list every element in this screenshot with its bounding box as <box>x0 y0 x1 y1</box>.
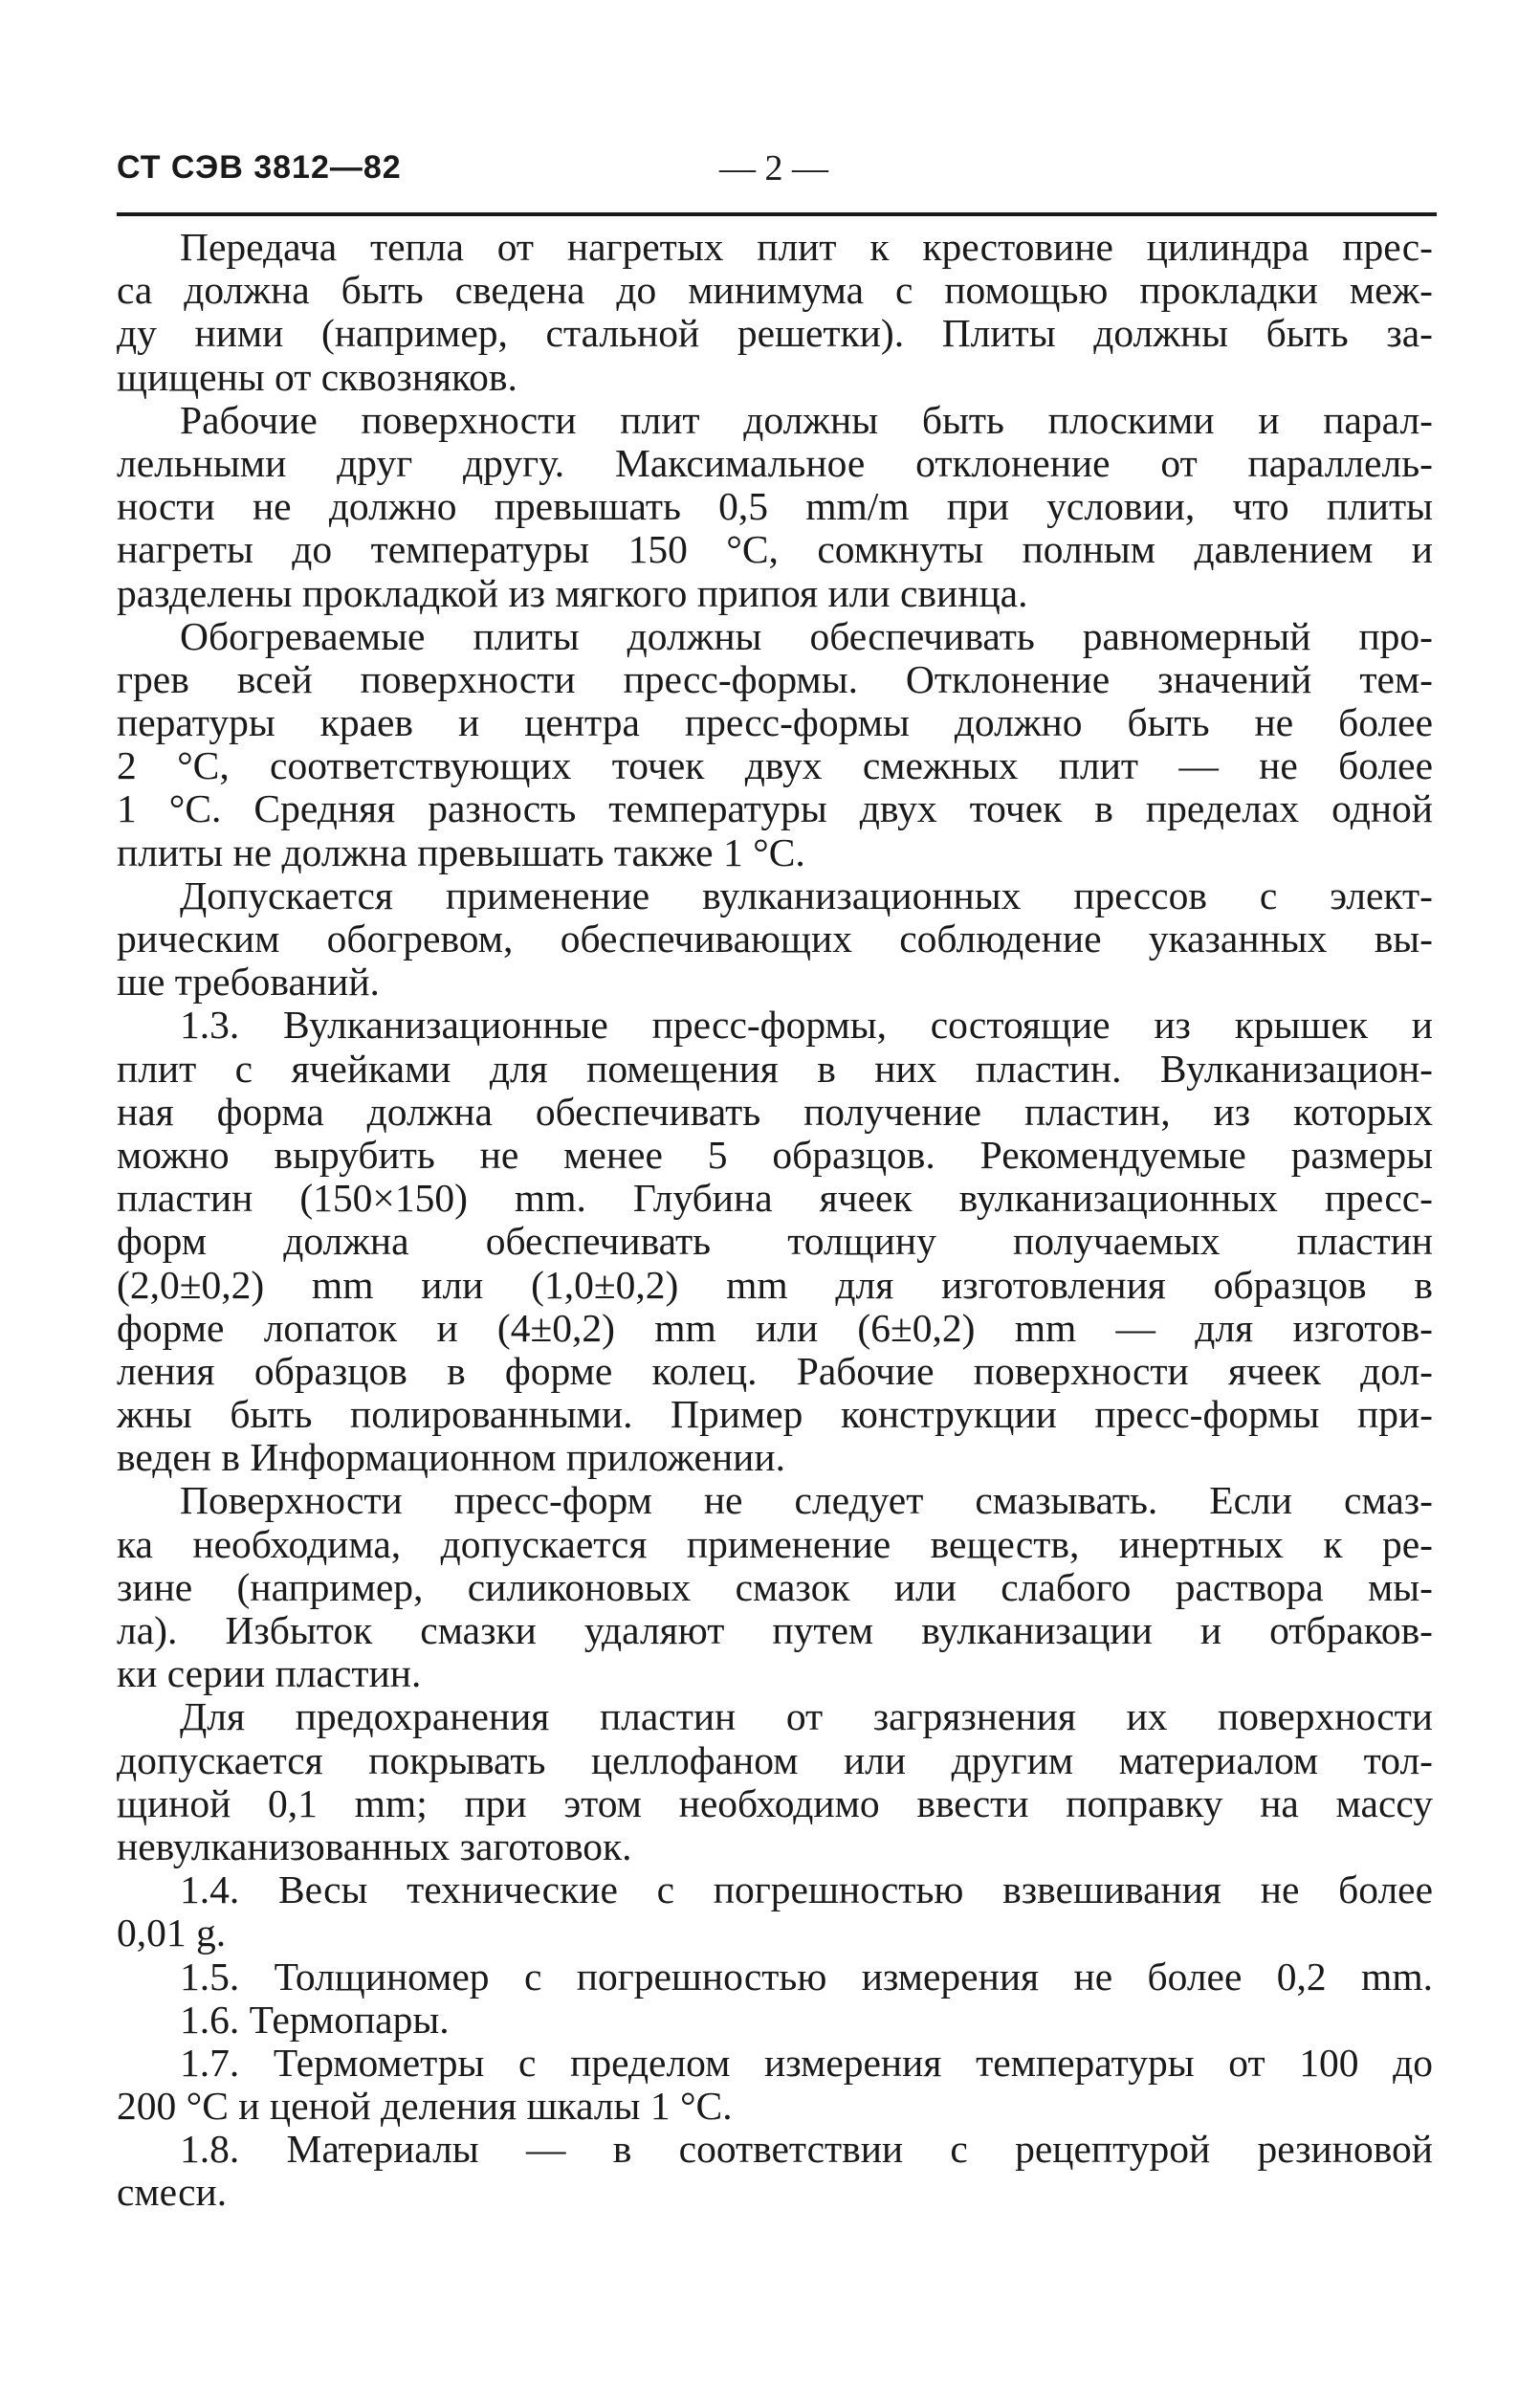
text-line: ше требований. <box>117 960 380 1005</box>
text-line: ки серии пластин. <box>117 1651 422 1696</box>
text-line: 1 °С. Средняя разность температуры двух точек в пределах одной <box>117 786 1433 831</box>
text-line: пературы краев и центра пресс-формы должно быть не более <box>117 700 1433 745</box>
text-line: Обогреваемые плиты должны обеспечивать равномерный про- <box>180 613 1433 658</box>
text-line: 0,01 g. <box>117 1911 227 1955</box>
text-line: (2,0±0,2) mm или (1,0±0,2) mm для изготовления образцов в <box>117 1262 1433 1307</box>
text-line: ления образцов в форме колец. Рабочие поверхности ячеек дол- <box>117 1348 1433 1393</box>
text-line: нагреты до температуры 150 °С, сомкнуты полным давлением и <box>117 527 1433 572</box>
text-line: ная форма должна обеспечивать получение пластин, из которых <box>117 1089 1433 1134</box>
text-line: жны быть полированными. Пример конструкции пресс-формы при- <box>117 1392 1433 1437</box>
text-line: форм должна обеспечивать толщину получаемых пластин <box>117 1219 1433 1264</box>
page-header <box>117 142 1456 199</box>
body-text <box>117 226 1433 2215</box>
text-line: плит с ячейками для помещения в них пластин. Вулканизацион- <box>117 1046 1433 1091</box>
text-line: щиной 0,1 mm; при этом необходимо ввести поправку на массу <box>117 1780 1433 1825</box>
text-line: ла). Избыток смазки удаляют путем вулканизации и отбраков- <box>117 1608 1433 1652</box>
text-line: Поверхности пресс-форм не следует смазывать. Если смаз- <box>180 1478 1433 1523</box>
text-line: пластин (150×150) mm. Глубина ячеек вулканизационных пресс- <box>117 1176 1433 1221</box>
header-rule <box>117 212 1437 216</box>
text-line: ка необходима, допускается применение веществ, инертных к ре- <box>117 1521 1433 1566</box>
text-line: щищены от сквозняков. <box>117 354 517 399</box>
text-line: веден в Информационном приложении. <box>117 1435 785 1480</box>
standard-code: СТ СЭВ 3812—82 <box>117 149 402 186</box>
text-line: зине (например, силиконовых смазок или слабого раствора мы- <box>117 1564 1433 1609</box>
page-number: — 2 — <box>719 148 828 188</box>
text-line: Рабочие поверхности плит должны быть плоскими и парал- <box>180 397 1433 442</box>
text-line: Передача тепла от нагретых плит к крестовине цилиндра прес- <box>180 225 1433 269</box>
text-line: лельными друг другу. Максимальное отклонение от параллель- <box>117 440 1433 485</box>
text-line: Для предохранения пластин от загрязнения их поверхности <box>180 1694 1433 1739</box>
text-line: 1.7. Термометры с пределом измерения температуры от 100 до <box>180 2040 1433 2085</box>
text-line: рическим обогревом, обеспечивающих соблюдение указанных вы- <box>117 917 1433 961</box>
text-line: 1.3. Вулканизационные пресс-формы, состоящие из крышек и <box>180 1003 1433 1048</box>
text-line: Допускается применение вулканизационных прессов с элект- <box>180 873 1433 917</box>
text-line: форме лопаток и (4±0,2) mm или (6±0,2) mm — для изготов- <box>117 1305 1433 1350</box>
text-line: можно вырубить не менее 5 образцов. Рекомендуемые размеры <box>117 1132 1433 1177</box>
text-line: смеси. <box>117 2170 228 2215</box>
text-line: невулканизованных заготовок. <box>117 1823 632 1868</box>
text-line: ности не должно превышать 0,5 mm/m при условии, что плиты <box>117 484 1433 529</box>
text-line: 1.4. Весы технические с погрешностью взвешивания не более <box>180 1867 1433 1912</box>
text-line: допускается покрывать целлофаном или другим материалом тол- <box>117 1737 1433 1782</box>
text-line: грев всей поверхности пресс-формы. Отклонение значений тем- <box>117 656 1433 701</box>
text-line: разделены прокладкой из мягкого припоя или свинца. <box>117 570 1028 615</box>
text-line: са должна быть сведена до минимума с помощью прокладки меж- <box>117 268 1433 313</box>
text-line: ду ними (например, стальной решетки). Плиты должны быть за- <box>117 311 1433 356</box>
text-line: 200 °С и ценой деления шкалы 1 °С. <box>117 2084 733 2129</box>
text-line: 1.5. Толщиномер с погрешностью измерения не более 0,2 mm. <box>180 1954 1433 1999</box>
text-line: 2 °С, соответствующих точек двух смежных плит — не более <box>117 743 1433 788</box>
text-line: 1.6. Термопары. <box>180 1997 450 2042</box>
text-line: 1.8. Материалы — в соответствии с рецептурой резиновой <box>180 2127 1433 2172</box>
text-line: плиты не должна превышать также 1 °С. <box>117 829 805 874</box>
